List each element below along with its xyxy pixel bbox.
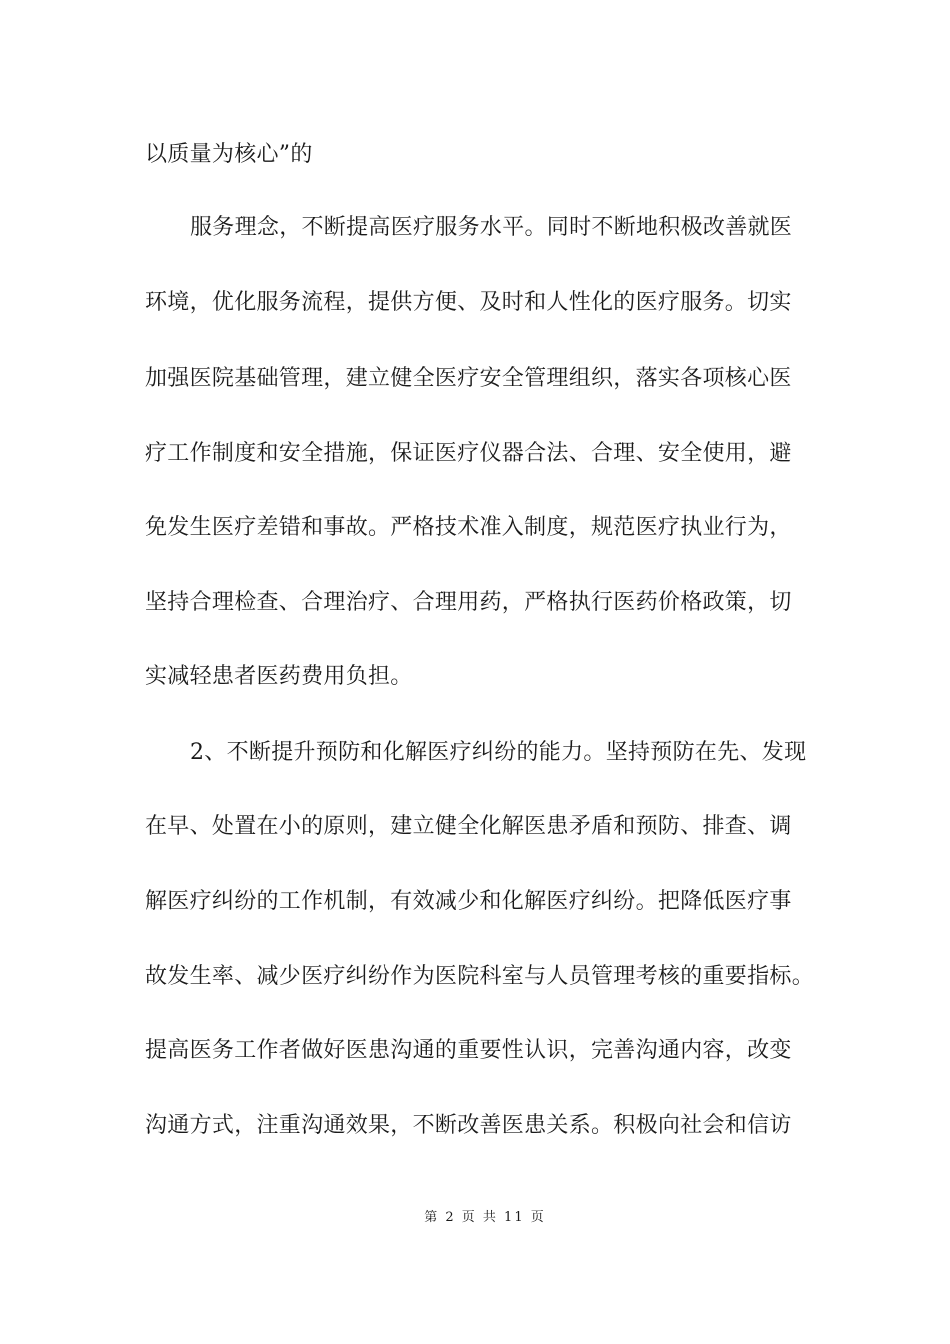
text-line: 服务理念，不断提高医疗服务水平。同时不断地积极改善就医 bbox=[190, 215, 793, 240]
text-line: 实减轻患者医药费用负担。 bbox=[145, 664, 413, 689]
text-line: 坚持合理检查、合理治疗、合理用药，严格执行医药价格政策，切 bbox=[145, 590, 792, 615]
page-number-footer: 第 2 页 共 11 页 bbox=[424, 1210, 546, 1225]
text-line: 免发生医疗差错和事故。严格技术准入制度，规范医疗执业行为， bbox=[145, 515, 792, 540]
text-line: 环境，优化服务流程，提供方便、及时和人性化的医疗服务。切实 bbox=[145, 290, 792, 315]
text-line: 以质量为核心”的 bbox=[145, 142, 313, 167]
text-line: 故发生率、减少医疗纠纷作为医院科室与人员管理考核的重要指标。 bbox=[145, 964, 815, 989]
text-line: 提高医务工作者做好医患沟通的重要性认识，完善沟通内容，改变 bbox=[145, 1038, 792, 1063]
text-line: 加强医院基础管理，建立健全医疗安全管理组织，落实各项核心医 bbox=[145, 366, 792, 391]
text-line: 解医疗纠纷的工作机制，有效减少和化解医疗纠纷。把降低医疗事 bbox=[145, 889, 792, 914]
text-line: 2、不断提升预防和化解医疗纠纷的能力。坚持预防在先、发现 bbox=[190, 740, 807, 765]
text-line: 在早、处置在小的原则，建立健全化解医患矛盾和预防、排查、调 bbox=[145, 814, 792, 839]
text-line: 沟通方式，注重沟通效果，不断改善医患关系。积极向社会和信访 bbox=[145, 1113, 792, 1138]
text-line: 疗工作制度和安全措施，保证医疗仪器合法、合理、安全使用，避 bbox=[145, 441, 792, 466]
